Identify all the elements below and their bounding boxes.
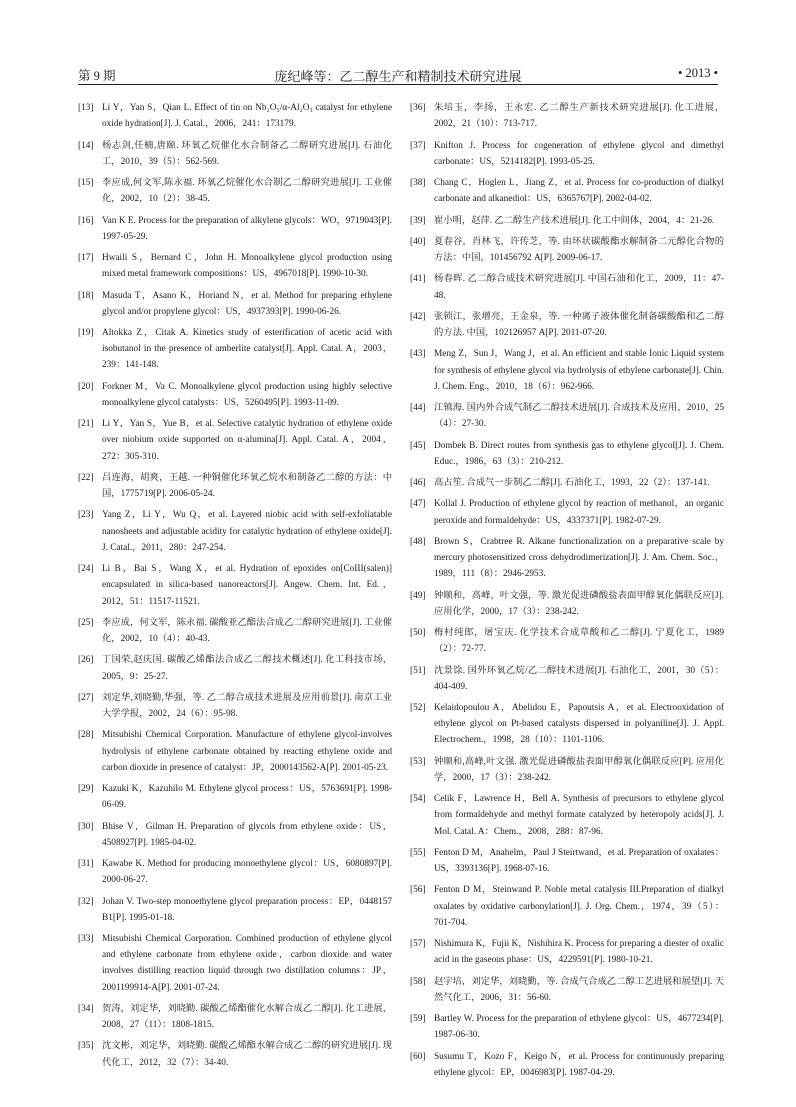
reference-number: [46] xyxy=(410,478,426,488)
reference-number: [60] xyxy=(410,1051,426,1062)
reference-number: [37] xyxy=(410,140,426,151)
reference-text: Yang Z，Li Y，Wu Q，et al. Layered niobic acid with self-exfoliatable nanosheets and adjustable acidity for catalytic hydration of ethylene oxide[J]. J. Catal.，2011，280：247-254. xyxy=(102,510,392,553)
reference-item xyxy=(78,507,392,556)
reference-text: 沈景馀. 国外环氧乙烷/乙二醇技术进展[J]. 石油化工，2001，30（5）：404-409. xyxy=(434,665,724,692)
issue-number: 第 9 期 xyxy=(78,69,116,83)
reference-item xyxy=(410,974,724,1006)
reference-number: [28] xyxy=(78,730,94,741)
reference-number: [56] xyxy=(410,885,426,896)
reference-number: [31] xyxy=(78,859,94,870)
reference-text: 张锁江，张增亮，王金泉，等. 一种离子液体催化制备碳酸酯和乙二醇的方法. 中国，102126957 A[P]. 2011-07-20. xyxy=(434,311,724,338)
page-year: • 2013 • xyxy=(677,66,718,80)
reference-number: [15] xyxy=(78,178,94,188)
reference-text: Li Y，Yan S，Yue B，et al. Selective catalytic hydration of ethylene oxide over niobium oxide supported on α-alumina[J]. Appl. Catal. A，2004，272：305-310. xyxy=(102,419,392,462)
reference-number: [35] xyxy=(78,1041,94,1052)
reference-item xyxy=(78,819,392,851)
reference-item xyxy=(410,309,724,341)
reference-number: [24] xyxy=(78,564,94,575)
reference-number: [20] xyxy=(78,381,94,392)
reference-item xyxy=(410,882,724,931)
reference-text: Masuda T，Asano K，Horiand N，et al. Method for preparing ethylene glycol and/or propylene glycol：US，4937393[P]. 1990-06-26. xyxy=(102,290,392,317)
reference-item xyxy=(78,138,392,170)
reference-text: Susumu T，Kozo F，Keigo N，et al. Process for continuously preparing ethylene glycol：EP，0046983[P]. 1987-04-29. xyxy=(434,1051,724,1078)
reference-item xyxy=(78,781,392,813)
reference-item xyxy=(410,138,724,170)
reference-item xyxy=(78,379,392,411)
reference-text: Nishimura K，Fujii K，Nishihira K. Process for preparing a diester of oxalic acid in the gaseous phase：US，4229591[P]. 1980-10-21. xyxy=(434,939,724,966)
reference-text: 钟顺和,高峰,叶文强. 激光促进磷酸盐表面甲醇氧化偶联反应[P]. 应用化学，2000，17（3）：238-242. xyxy=(434,756,724,783)
reference-number: [14] xyxy=(78,140,94,151)
reference-text: Knifton J. Process for cogeneration of ethylene glycol and dimethyl carbonate：US，5214182[P]. 1993-05-25. xyxy=(434,140,724,167)
reference-item xyxy=(410,625,724,657)
reference-text: 杨春晖. 乙二醇合成技术研究进展[J]. 中国石油和化工，2009，11：47-48. xyxy=(434,274,724,301)
reference-text: 夏春谷，肖林飞，许传芝，等. 由环状碳酸酯水解制备二元醇化合物的方法：中国，101456792 A[P]. 2009-06-17. xyxy=(434,236,724,263)
reference-text: 杨志剑,任楠,唐颐. 环氧乙烷催化水合制备乙二醇研究进展[J]. 石油化工，2010，39（5）：562-569. xyxy=(102,140,392,167)
reference-item xyxy=(78,470,392,502)
reference-item xyxy=(410,700,724,749)
reference-text: Van K E. Process for the preparation of alkylene glycols：WO，9719043[P]. 1997-05-29. xyxy=(102,215,392,242)
references-right-column xyxy=(410,100,724,1086)
reference-number: [19] xyxy=(78,328,94,338)
reference-item xyxy=(410,475,724,491)
reference-item xyxy=(410,1049,724,1081)
reference-number: [42] xyxy=(410,311,426,322)
reference-text: 刘定华,刘晓勤,华强，等. 乙二醇合成技术进展及应用前景[J]. 南京工业大学学报，2002，24（6）：95-98. xyxy=(102,692,392,720)
reference-text: Fenton D M，Steinwand P. Noble metal catalysis III.Preparation of dialkyl oxalates by oxidative carbonylation[J]. J. Org. Chem.，1974，39（5）：701-704. xyxy=(434,885,724,928)
reference-number: [30] xyxy=(78,821,94,832)
reference-number: [27] xyxy=(78,692,94,703)
reference-item xyxy=(78,325,392,374)
reference-text: 赵宇培，刘定华，刘晓勤，等. 合成气合成乙二醇工艺进展和展望[J]. 天然气化工，2006，31：56-60. xyxy=(434,976,724,1003)
reference-text: Kelaidopoulou A，Abelidou E，Papoutsis A，et al. Electrooxidation of ethylene glycol on Pt-based catalysts dispersed in polyaniline[J]. J. Appl. Electrochem.，1998，28（10）：1101-1106. xyxy=(434,703,724,746)
reference-item xyxy=(410,438,724,470)
reference-text: Meng Z，Sun J，Wang J，et al. An efficient and stable Ionic Liquid system for synthesis of ethylene glycol via hydrolysis of ethylene carbonate[J]. Chin. J. Chem. Eng.，2010，18（6）：962-966. xyxy=(434,349,724,392)
reference-number: [43] xyxy=(410,349,426,360)
reference-text: Celik F，Lawrence H，Bell A. Synthesis of precursors to ethylene glycol from formaldehyde and methyl formate catalyzed by heteropoly acids[J]. J. Mol. Catal. A：Chem.，2008，288：87-96. xyxy=(434,794,724,837)
reference-item xyxy=(78,250,392,282)
reference-item xyxy=(410,100,724,132)
reference-text: Hwaili S，Bernard C，John H. Monoalkylene glycol production using mixed metal framework compositions：US，4967018[P]. 1990-10-30. xyxy=(102,253,392,280)
reference-number: [55] xyxy=(410,847,426,858)
reference-number: [49] xyxy=(410,590,426,601)
reference-text: Mitsubishi Chemical Corporation. Combined production of ethylene glycol and ethylene carbonate from ethylene oxide，carbon dioxide and water involves distilling reaction liquid through two distillation columns：JP，2001199914-A[P]. 2001-07-24. xyxy=(102,934,392,993)
reference-text: Kollal J. Production of ethylene glycol by reaction of methanol，an organic peroxide and formaldehyde：US，4337371[P]. 1982-07-29. xyxy=(434,499,724,526)
reference-text: Forkner M，Va C. Monoalkylene glycol production using highly selective monoalkylene glycol catalysts：US，5260495[P]. 1993-11-09. xyxy=(102,381,392,408)
reference-item xyxy=(78,175,392,207)
reference-text: Johan V. Two-step monoethylene glycol preparation process：EP，0448157 B1[P]. 1995-01-18. xyxy=(102,896,392,923)
reference-item xyxy=(410,213,724,229)
reference-text: Chang C，Hoglen L，Jiang Z，et al. Process for co-production of dialkyl carbonate and alkanediol：US，6365767[P]. 2002-04-02. xyxy=(434,178,724,205)
reference-item xyxy=(78,690,392,722)
reference-text: Bhise V，Gilman H. Preparation of glycols from ethylene oxide：US，4508927[P]. 1985-04-02. xyxy=(102,821,392,848)
reference-item xyxy=(410,588,724,620)
reference-text: 沈文彬，刘定华，刘晓勤. 碳酸乙烯酯水解合成乙二醇的研究进展[J]. 现代化工，2012，32（7）：34-40. xyxy=(102,1041,392,1068)
reference-number: [51] xyxy=(410,665,426,676)
reference-number: [26] xyxy=(78,655,94,666)
reference-number: [23] xyxy=(78,510,94,521)
reference-item xyxy=(78,416,392,465)
header-divider xyxy=(78,84,718,85)
reference-number: [50] xyxy=(410,628,426,638)
reference-item xyxy=(410,534,724,583)
reference-text: Mitsubishi Chemical Corporation. Manufacture of ethylene glycol-involves hydrolysis of ethylene carbonate obtained by reacting ethylene oxide and carbon dioxide in presence of catalyst：JP，2000143562-A[P]. 2001-05-23. xyxy=(102,730,392,773)
reference-number: [36] xyxy=(410,103,426,113)
reference-item xyxy=(410,663,724,695)
reference-item xyxy=(410,496,724,528)
reference-number: [44] xyxy=(410,403,426,413)
reference-item xyxy=(410,1011,724,1043)
reference-text: Li B，Bai S，Wang X，et al. Hydration of epoxides on[CoIII(salen)] encapsulated in silica-based nanoreactors[J]. Angew. Chem. Int. Ed.，2012，51：11517-11521. xyxy=(102,564,392,607)
reference-number: [57] xyxy=(410,939,426,950)
reference-number: [38] xyxy=(410,178,426,188)
reference-text: Bartley W. Process for the preparation of ethylene glycol：US，4677234[P]. 1987-06-30. xyxy=(434,1014,724,1041)
reference-item xyxy=(410,346,724,395)
reference-text: 李应成,何文军,陈永福. 环氧乙烷催化水合制乙二醇研究进展[J]. 工业催化，2002，10（2）：38-45. xyxy=(102,178,392,205)
reference-item xyxy=(78,1001,392,1033)
reference-text: Fenton D M，Anahelm，Paul J Steirtwand，et al. Preparation of oxalates：US，3393136[P]. 1968-07-16. xyxy=(434,847,724,875)
reference-item xyxy=(78,288,392,320)
reference-item xyxy=(410,400,724,432)
reference-number: [17] xyxy=(78,253,94,263)
reference-number: [18] xyxy=(78,290,94,301)
reference-item xyxy=(78,652,392,684)
reference-text: Brown S，Crabtree R. Alkane functionalization on a preparative scale by mercury photosensitized cross dehydrodimerization[J]. J. Am. Chem. Soc.，1989，111（8）：2946-2953. xyxy=(434,536,724,580)
reference-item xyxy=(410,234,724,266)
reference-number: [13] xyxy=(78,103,94,113)
reference-number: [54] xyxy=(410,794,426,805)
reference-text: 李应成，何文军，陈永福. 碳酸亚乙酯法合成乙二醇研究进展[J]. 工业催化，2002，10（4）：40-43. xyxy=(102,617,392,645)
reference-text: 江镇海. 国内外合成气制乙二醇技术进展[J]. 合成技术及应用，2010，25（4）：27-30. xyxy=(434,403,724,430)
reference-item xyxy=(410,271,724,303)
reference-text: 吕连海，胡爽，王越. 一种铜催化环氧乙烷水和制备乙二醇的方法：中国，1775719[P]. 2006-05-24. xyxy=(102,472,392,500)
reference-number: [58] xyxy=(410,976,426,987)
reference-item xyxy=(410,845,724,877)
reference-item xyxy=(78,727,392,776)
reference-item xyxy=(78,615,392,647)
reference-number: [16] xyxy=(78,215,94,226)
reference-number: [32] xyxy=(78,896,94,907)
reference-item xyxy=(410,936,724,968)
reference-number: [39] xyxy=(410,215,426,226)
reference-number: [25] xyxy=(78,617,94,628)
reference-number: [33] xyxy=(78,934,94,945)
reference-number: [53] xyxy=(410,756,426,767)
reference-item xyxy=(78,894,392,926)
reference-text: 崔小明，赵萍. 乙二醇生产技术进展[J]. 化工中间体，2004，4：21-26. xyxy=(434,215,715,226)
running-title: 庞纪峰等：乙二醇生产和精制技术研究进展 xyxy=(274,69,522,84)
reference-text: 高占笙. 合成气一步制乙二醇[J]. 石油化工，1993，22（2）：137-141. xyxy=(434,478,710,488)
reference-number: [52] xyxy=(410,703,426,713)
reference-item xyxy=(78,1038,392,1070)
reference-item xyxy=(410,175,724,207)
reference-text: 丁国荣,赵庆国. 碳酸乙烯酯法合成乙二醇技术概述[J]. 化工科技市场，2005，9：25-27. xyxy=(102,655,392,682)
reference-item xyxy=(78,561,392,610)
reference-number: [47] xyxy=(410,499,426,510)
reference-item xyxy=(410,754,724,786)
reference-number: [40] xyxy=(410,236,426,247)
reference-text: 梅村纯郎，屠宝庆. 化学技术合成草酸和乙二醇[J]. 宁夏化工，1989（2）：72-77. xyxy=(434,628,724,655)
reference-text: 朱培玉，李扬，王永宏. 乙二醇生产新技术研究进展[J]. 化工进展，2002，21（10）：713-717. xyxy=(434,103,724,130)
reference-item xyxy=(78,931,392,996)
reference-number: [21] xyxy=(78,419,94,430)
reference-text: Kawabe K. Method for producing monoethylene glycol：US，6080897[P]. 2000-06-27. xyxy=(102,859,392,886)
reference-number: [34] xyxy=(78,1003,94,1014)
reference-number: [48] xyxy=(410,536,426,547)
reference-text: Dombek B. Direct routes from synthesis gas to ethylene glycol[J]. J. Chem. Educ.，1986，63（3）：210-212. xyxy=(434,440,724,467)
reference-text: Li Y，Yan S，Qian L. Effect of tin on Nb₂O₅/α-Al₂O₃ catalyst for ethylene oxide hydration[J]. J. Catal.，2006，241：173179. xyxy=(102,103,392,130)
reference-text: 贺涛，刘定华，刘晓勤. 碳酸乙烯酯催化水解合成乙二醇[J]. 化工进展，2008，27（11）：1808-1815. xyxy=(102,1003,392,1031)
reference-text: Altokka Z，Citak A. Kinetics study of esterification of acetic acid with isobutanol in the presence of amberlite catalyst[J]. Appl. Catal. A，2003，239：141-148. xyxy=(102,328,392,371)
reference-number: [45] xyxy=(410,440,426,451)
references-left-column xyxy=(78,100,392,1076)
reference-number: [29] xyxy=(78,784,94,795)
reference-item xyxy=(410,791,724,840)
reference-number: [41] xyxy=(410,274,426,285)
reference-number: [22] xyxy=(78,472,94,483)
running-header xyxy=(78,62,718,84)
reference-text: Kazuki K，Kazuhilo M. Ethylene glycol process：US，5763691[P]. 1998-06-09. xyxy=(102,784,392,811)
reference-item xyxy=(78,856,392,888)
reference-item xyxy=(78,100,392,132)
reference-item xyxy=(78,213,392,245)
reference-text: 钟顺和，高峰，叶文强，等. 激光促进磷酸盐表面甲醇氧化偶联反应[J]. 应用化学，2000，17（3）：238-242. xyxy=(434,590,724,617)
reference-number: [59] xyxy=(410,1014,426,1025)
